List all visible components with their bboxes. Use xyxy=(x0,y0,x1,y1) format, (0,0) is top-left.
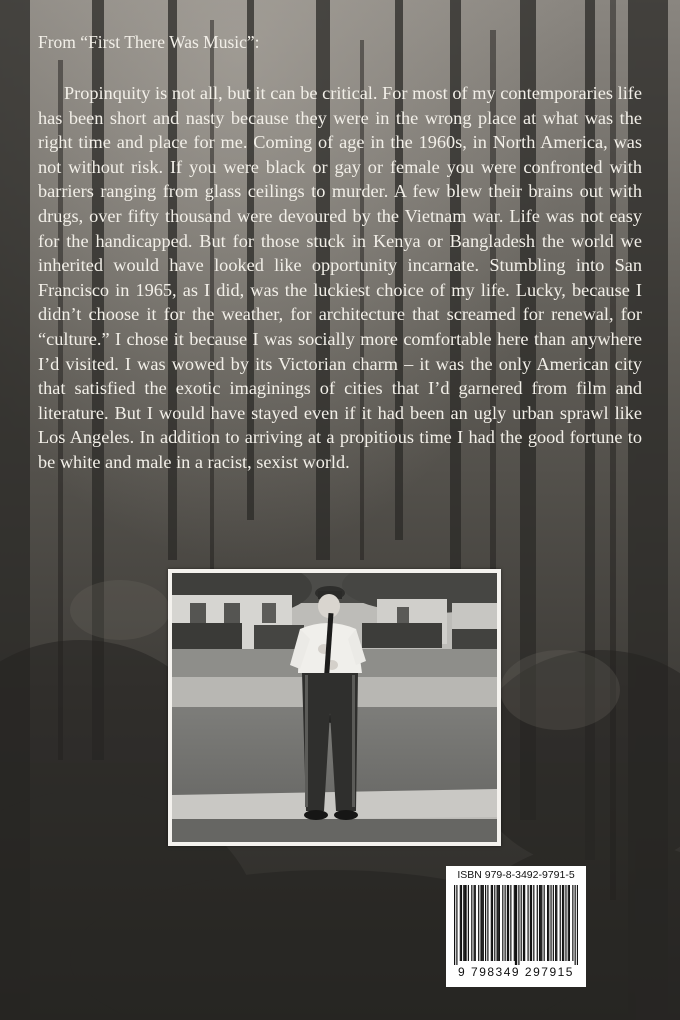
barcode-bar xyxy=(575,885,576,965)
barcode-bar xyxy=(533,885,534,961)
barcode-bar xyxy=(507,885,508,961)
barcode-bar xyxy=(560,885,561,961)
barcode-bar xyxy=(499,885,500,961)
isbn-barcode xyxy=(446,866,586,987)
barcode-bar xyxy=(463,885,464,961)
barcode-bar xyxy=(569,885,570,961)
barcode-bar xyxy=(544,885,545,961)
isbn-label: ISBN 979-8-3492-9791-5 xyxy=(457,869,575,881)
barcode-bar xyxy=(485,885,486,961)
barcode-bar xyxy=(468,885,469,961)
barcode-bar xyxy=(527,885,528,961)
barcode-bar xyxy=(482,885,483,961)
barcode-bar xyxy=(514,885,515,961)
barcode-bar xyxy=(456,885,457,965)
clarinet-player-photo xyxy=(172,573,497,842)
barcode-bar xyxy=(461,885,462,961)
barcode-bar xyxy=(516,885,517,965)
barcode-bar xyxy=(474,885,475,961)
barcode-bar xyxy=(568,885,569,961)
barcode-bar xyxy=(553,885,554,961)
barcode-bar xyxy=(550,885,551,961)
barcode-bar xyxy=(530,885,531,961)
barcode-bar xyxy=(480,885,481,961)
barcode-bar xyxy=(555,885,556,961)
barcode-bar xyxy=(547,885,548,961)
barcode-bar xyxy=(491,885,492,961)
barcode-bar xyxy=(465,885,466,961)
back-cover-text xyxy=(38,32,642,475)
barcode-bar xyxy=(487,885,488,961)
barcode-bar xyxy=(460,885,461,961)
barcode-bar xyxy=(498,885,499,961)
barcode-bar xyxy=(494,885,495,961)
barcode-bar xyxy=(539,885,540,961)
barcode-bar xyxy=(515,885,516,965)
barcode-bar xyxy=(521,885,522,961)
barcode-bar xyxy=(464,885,465,961)
barcode-bar xyxy=(510,885,511,961)
barcode-bar xyxy=(471,885,472,961)
excerpt-heading: From “First There Was Music”: xyxy=(38,32,260,52)
barcode-bar xyxy=(577,885,578,965)
barcode-bar xyxy=(540,885,541,961)
author-photo-frame xyxy=(168,569,501,846)
barcode-bar xyxy=(492,885,493,961)
barcode-bar xyxy=(508,885,509,961)
barcode-bar xyxy=(562,885,563,961)
excerpt-body: Propinquity is not all, but it can be critical. For most of my contemporaries life has been short and nasty because they were in the wrong place at what was the right time and place for me. Coming of age in the 1960s, in North America, was not without risk. If you were black or gay or female you were confronted with barriers ranging from glass ceilings to murder. A few blew their brains out with drugs, over fifty thousand were devoured by the Vietnam war. Life was not easy for the handicapped. But for those stuck in Kenya or Bangladesh the world we inherited would have looked like opportunity incarnate. Stumbling into San Francisco in 1965, as I did, was the luckiest choice of my life. Lucky, because I didn’t choose it for the weather, for architecture that screamed for renewal, for “culture.” I chose it because I was socially more comfortable here than anywhere I’d visited. I was wowed by its Victorian charm – it was the only American city that satisfied the exotic imaginings of cities that I’d garnered from film and literature. But I would have stayed even if it had been an ugly urban sprawl like Los Angeles. In addition to arriving at a propitious time I had the good fortune to be white and male in a racist, sexist world. xyxy=(38,83,642,472)
barcode-bar xyxy=(541,885,542,961)
barcode-bar xyxy=(483,885,484,961)
barcode-bar xyxy=(537,885,538,961)
barcode-bar xyxy=(524,885,525,961)
barcode-bar xyxy=(523,885,524,961)
barcode-bar xyxy=(475,885,476,961)
barcode-bar xyxy=(496,885,497,961)
barcode-bar xyxy=(572,885,573,961)
barcode-bar xyxy=(548,885,549,961)
barcode-bar xyxy=(502,885,503,961)
barcode-bars xyxy=(454,885,578,965)
barcode-bar xyxy=(565,885,566,961)
barcode-bar xyxy=(518,885,519,965)
barcode-bar xyxy=(531,885,532,961)
barcode-digits: 9 798349 297915 xyxy=(458,965,574,979)
barcode-bar xyxy=(505,885,506,961)
barcode-bar xyxy=(478,885,479,961)
barcode-bar xyxy=(556,885,557,961)
barcode-bar xyxy=(563,885,564,961)
barcode-bar xyxy=(454,885,455,965)
